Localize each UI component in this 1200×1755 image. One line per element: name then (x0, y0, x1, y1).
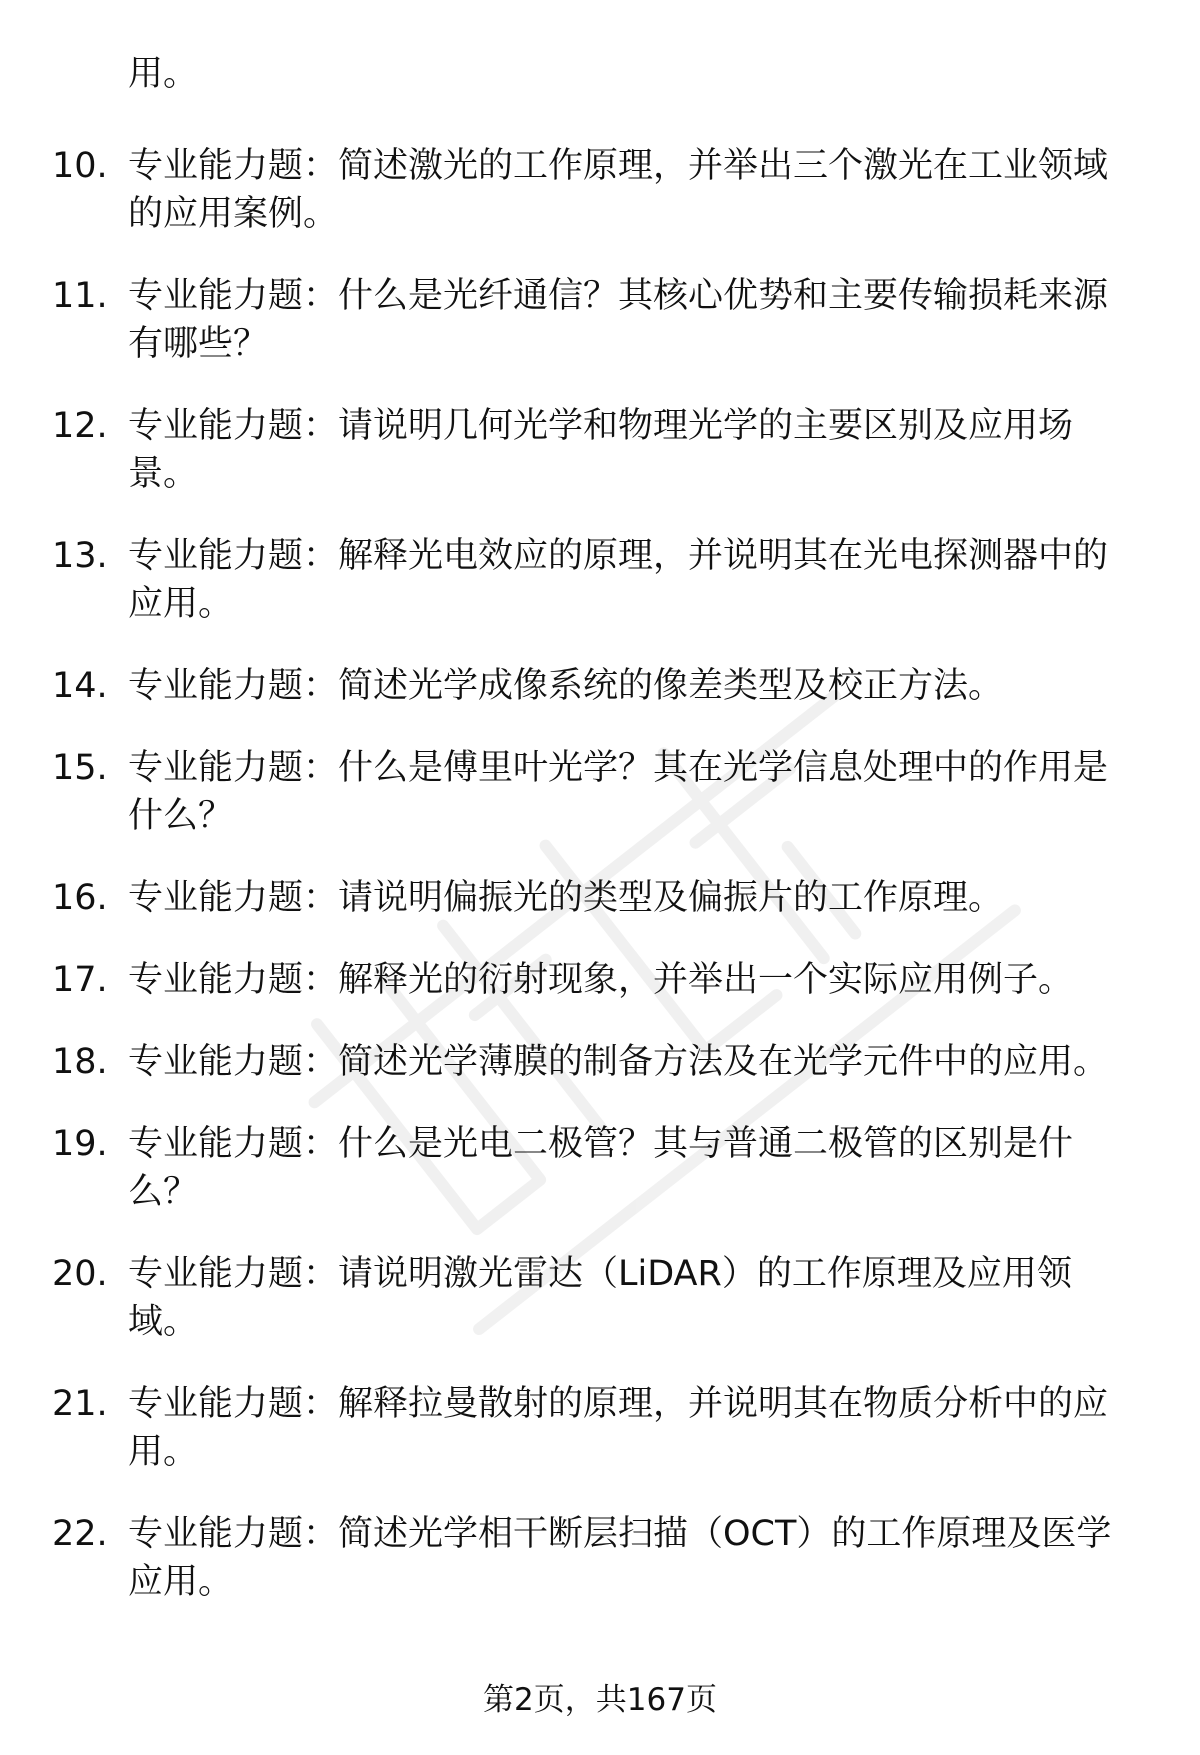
question-item (0, 1250, 1200, 1346)
question-number: 12. (52, 406, 108, 446)
question-text: 专业能力题：什么是光纤通信？其核心优势和主要传输损耗来源有哪些？ (128, 276, 1109, 364)
question-text: 专业能力题：解释光的衍射现象，并举出一个实际应用例子。 (128, 960, 1074, 1000)
question-item (0, 1510, 1200, 1606)
question-number: 22. (52, 1514, 108, 1554)
question-number: 13. (52, 536, 108, 576)
question-list (0, 142, 1200, 1640)
question-number: 18. (52, 1042, 108, 1082)
question-number: 17. (52, 960, 108, 1000)
question-text: 专业能力题：简述光学薄膜的制备方法及在光学元件中的应用。 (128, 1042, 1109, 1082)
question-text: 专业能力题：解释光电效应的原理，并说明其在光电探测器中的应用。 (128, 536, 1109, 624)
question-text: 专业能力题：什么是光电二极管？其与普通二极管的区别是什么？ (128, 1124, 1074, 1212)
question-item (0, 402, 1200, 498)
question-item (0, 874, 1200, 922)
previous-question-continuation: 用。 (128, 54, 199, 94)
question-number: 11. (52, 276, 108, 316)
question-item (0, 956, 1200, 1004)
question-item (0, 142, 1200, 238)
question-text: 专业能力题：请说明激光雷达（LiDAR）的工作原理及应用领域。 (128, 1254, 1072, 1342)
question-text: 专业能力题：请说明几何光学和物理光学的主要区别及应用场景。 (128, 406, 1074, 494)
page-footer: 第2页，共167页 (483, 1682, 717, 1718)
question-item (0, 272, 1200, 368)
question-text: 专业能力题：简述光学相干断层扫描（OCT）的工作原理及医学应用。 (128, 1514, 1112, 1602)
question-number: 15. (52, 748, 108, 788)
question-item (0, 1038, 1200, 1086)
question-text: 专业能力题：请说明偏振光的类型及偏振片的工作原理。 (128, 878, 1004, 918)
question-text: 专业能力题：简述激光的工作原理，并举出三个激光在工业领域的应用案例。 (128, 146, 1109, 234)
question-item (0, 1380, 1200, 1476)
question-item (0, 532, 1200, 628)
question-number: 19. (52, 1124, 108, 1164)
question-number: 16. (52, 878, 108, 918)
question-text: 专业能力题：简述光学成像系统的像差类型及校正方法。 (128, 666, 1004, 706)
question-number: 14. (52, 666, 108, 706)
question-item (0, 1120, 1200, 1216)
question-text: 专业能力题：什么是傅里叶光学？其在光学信息处理中的作用是什么？ (128, 748, 1109, 836)
question-number: 20. (52, 1254, 108, 1294)
question-text: 专业能力题：解释拉曼散射的原理，并说明其在物质分析中的应用。 (128, 1384, 1109, 1472)
question-number: 10. (52, 146, 108, 186)
question-item (0, 662, 1200, 710)
question-item (0, 744, 1200, 840)
question-number: 21. (52, 1384, 108, 1424)
